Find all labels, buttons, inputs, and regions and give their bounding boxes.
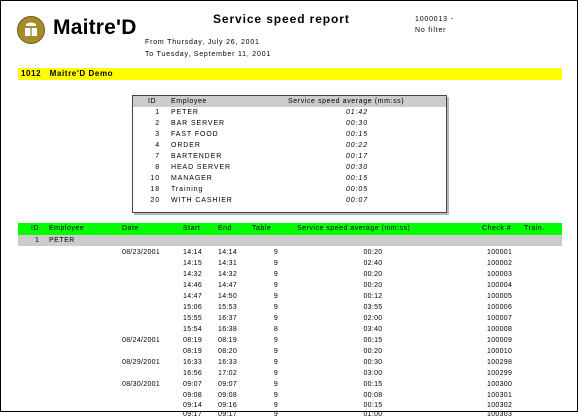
company-bar xyxy=(18,68,562,80)
summary-table xyxy=(132,95,447,213)
report-title: Service speed report xyxy=(213,12,350,26)
summary-employee: ORDER xyxy=(171,142,201,149)
row-average: 02:40 xyxy=(363,260,383,267)
summary-row xyxy=(133,195,446,206)
table-row xyxy=(18,409,562,420)
row-table: 9 xyxy=(273,337,279,344)
row-start: 14:14 xyxy=(183,249,203,256)
date-range xyxy=(145,37,271,61)
row-table: 9 xyxy=(273,381,279,388)
detail-header-date: Date xyxy=(122,225,139,232)
row-table: 9 xyxy=(273,249,279,256)
row-check: 100005 xyxy=(487,293,513,300)
summary-employee: PETER xyxy=(171,109,199,116)
row-check: 100298 xyxy=(487,359,513,366)
row-check: 100301 xyxy=(487,392,513,399)
table-row xyxy=(18,258,562,269)
row-average: 00:20 xyxy=(363,282,383,289)
row-average: 00:15 xyxy=(363,337,383,344)
row-table: 9 xyxy=(273,359,279,366)
row-average: 02:00 xyxy=(363,315,383,322)
row-end: 09:17 xyxy=(218,411,238,418)
table-row xyxy=(18,247,562,258)
row-check: 100003 xyxy=(487,271,513,278)
row-table: 9 xyxy=(273,370,279,377)
row-average: 00:30 xyxy=(363,359,383,366)
detail-header-id: ID xyxy=(31,225,39,232)
report-meta xyxy=(415,14,454,36)
summary-header-id: ID xyxy=(148,98,157,105)
employee-group-bar xyxy=(18,235,562,246)
summary-header xyxy=(133,96,446,107)
row-end: 14:47 xyxy=(218,282,238,289)
row-end: 14:50 xyxy=(218,293,238,300)
row-start: 08:19 xyxy=(183,348,203,355)
row-start: 16:33 xyxy=(183,359,203,366)
date-to: To Tuesday, September 11, 2001 xyxy=(145,51,272,58)
filter-label: No filter xyxy=(415,27,447,34)
row-average: 00:20 xyxy=(363,348,383,355)
summary-average: 00:30 xyxy=(346,120,369,127)
row-average: 03:40 xyxy=(363,326,383,333)
date-from: From Thursday, July 26, 2001 xyxy=(145,39,260,46)
report-code: 1000013 - xyxy=(415,16,454,23)
row-start: 14:15 xyxy=(183,260,203,267)
detail-header xyxy=(18,223,562,235)
row-start: 09:17 xyxy=(183,411,203,418)
row-end: 09:16 xyxy=(218,402,238,409)
table-row xyxy=(18,368,562,379)
summary-id: 4 xyxy=(155,142,160,149)
table-row xyxy=(18,379,562,390)
summary-employee: HEAD SERVER xyxy=(171,164,231,171)
row-end: 09:08 xyxy=(218,392,238,399)
row-check: 100303 xyxy=(487,411,513,418)
row-end: 16:37 xyxy=(218,315,238,322)
row-table: 9 xyxy=(273,260,279,267)
row-start: 14:32 xyxy=(183,271,203,278)
summary-row xyxy=(133,173,446,184)
row-date: 08/24/2001 xyxy=(122,337,161,344)
row-check: 100009 xyxy=(487,337,513,344)
row-table: 9 xyxy=(273,392,279,399)
summary-row xyxy=(133,107,446,118)
detail-header-train: Train. xyxy=(524,225,545,232)
row-end: 08:20 xyxy=(218,348,238,355)
row-start: 09:08 xyxy=(183,392,203,399)
summary-id: 3 xyxy=(155,131,160,138)
table-row xyxy=(18,291,562,302)
row-end: 14:32 xyxy=(218,271,238,278)
row-end: 14:31 xyxy=(218,260,238,267)
row-start: 15:54 xyxy=(183,326,203,333)
summary-average: 00:07 xyxy=(346,197,369,204)
summary-row xyxy=(133,151,446,162)
row-start: 16:56 xyxy=(183,370,203,377)
summary-header-average: Service speed average (mm:ss) xyxy=(288,98,405,105)
row-table: 9 xyxy=(273,293,279,300)
row-average: 00:15 xyxy=(363,381,383,388)
row-check: 100006 xyxy=(487,304,513,311)
employee-group-id: 1 xyxy=(35,237,40,244)
summary-id: 18 xyxy=(150,186,160,193)
row-end: 14:14 xyxy=(218,249,238,256)
row-check: 100007 xyxy=(487,315,513,322)
row-check: 100004 xyxy=(487,282,513,289)
row-average: 01:00 xyxy=(363,411,383,418)
summary-average: 00:17 xyxy=(346,153,369,160)
table-row xyxy=(18,313,562,324)
row-start: 09:07 xyxy=(183,381,203,388)
table-row xyxy=(18,357,562,368)
summary-row xyxy=(133,162,446,173)
detail-header-check: Check # xyxy=(482,225,512,232)
row-end: 16:33 xyxy=(218,359,238,366)
summary-employee: Training xyxy=(171,186,204,193)
summary-id: 10 xyxy=(150,175,160,182)
table-row xyxy=(18,269,562,280)
row-end: 09:07 xyxy=(218,381,238,388)
row-average: 03:55 xyxy=(363,304,383,311)
row-check: 100001 xyxy=(487,249,513,256)
detail-header-employee: Employee xyxy=(49,225,85,232)
row-check: 100299 xyxy=(487,370,513,377)
row-average: 00:20 xyxy=(363,271,383,278)
summary-row xyxy=(133,184,446,195)
summary-employee: MANAGER xyxy=(171,175,213,182)
summary-id: 8 xyxy=(155,164,160,171)
row-end: 08:19 xyxy=(218,337,238,344)
row-date: 08/23/2001 xyxy=(122,249,161,256)
employee-group-name: PETER xyxy=(49,237,75,244)
summary-header-employee: Employee xyxy=(171,98,207,105)
summary-employee: FAST FOOD xyxy=(171,131,219,138)
row-start: 08:19 xyxy=(183,337,203,344)
row-check: 100002 xyxy=(487,260,513,267)
summary-employee: WITH CASHIER xyxy=(171,197,233,204)
row-check: 100302 xyxy=(487,402,513,409)
row-start: 09:14 xyxy=(183,402,203,409)
detail-header-start: Start xyxy=(183,225,201,232)
summary-id: 1 xyxy=(155,109,160,116)
row-table: 9 xyxy=(273,348,279,355)
row-end: 16:38 xyxy=(218,326,238,333)
summary-average: 00:22 xyxy=(346,142,369,149)
row-check: 100010 xyxy=(487,348,513,355)
row-table: 9 xyxy=(273,304,279,311)
table-row xyxy=(18,302,562,313)
row-start: 15:55 xyxy=(183,315,203,322)
summary-row xyxy=(133,129,446,140)
row-start: 14:46 xyxy=(183,282,203,289)
summary-row xyxy=(133,118,446,129)
row-date: 08/30/2001 xyxy=(122,381,161,388)
chef-book-icon xyxy=(17,16,45,44)
row-average: 03:00 xyxy=(363,370,383,377)
summary-id: 7 xyxy=(155,153,160,160)
summary-id: 2 xyxy=(155,120,160,127)
summary-employee: BARTENDER xyxy=(171,153,223,160)
row-check: 100008 xyxy=(487,326,513,333)
row-average: 00:12 xyxy=(363,293,383,300)
row-start: 14:47 xyxy=(183,293,203,300)
row-table: 9 xyxy=(273,402,279,409)
row-average: 00:20 xyxy=(363,249,383,256)
row-table: 9 xyxy=(273,315,279,322)
row-end: 15:53 xyxy=(218,304,238,311)
summary-average: 01:42 xyxy=(346,109,369,116)
logo-text: Maitre'D xyxy=(53,16,137,39)
row-table: 9 xyxy=(273,271,279,278)
detail-header-end: End xyxy=(218,225,232,232)
company-label: 1012 Maitre'D Demo xyxy=(21,69,114,78)
summary-id: 20 xyxy=(150,197,160,204)
row-end: 17:02 xyxy=(218,370,238,377)
row-date: 08/29/2001 xyxy=(122,359,161,366)
table-row xyxy=(18,280,562,291)
row-start: 15:06 xyxy=(183,304,203,311)
table-row xyxy=(18,324,562,335)
row-check: 100300 xyxy=(487,381,513,388)
summary-average: 00:05 xyxy=(346,186,369,193)
summary-average: 00:15 xyxy=(346,175,369,182)
row-average: 00:15 xyxy=(363,402,383,409)
summary-row xyxy=(133,140,446,151)
row-average: 00:08 xyxy=(363,392,383,399)
summary-average: 00:15 xyxy=(346,131,369,138)
detail-header-table: Table xyxy=(252,225,272,232)
table-row xyxy=(18,346,562,357)
row-table: 9 xyxy=(273,282,279,289)
summary-average: 00:30 xyxy=(346,164,369,171)
row-table: 9 xyxy=(273,411,279,418)
summary-employee: BAR SERVER xyxy=(171,120,225,127)
row-table: 8 xyxy=(273,326,279,333)
table-row xyxy=(18,335,562,346)
detail-header-average: Service speed average (mm:ss) xyxy=(297,225,411,232)
